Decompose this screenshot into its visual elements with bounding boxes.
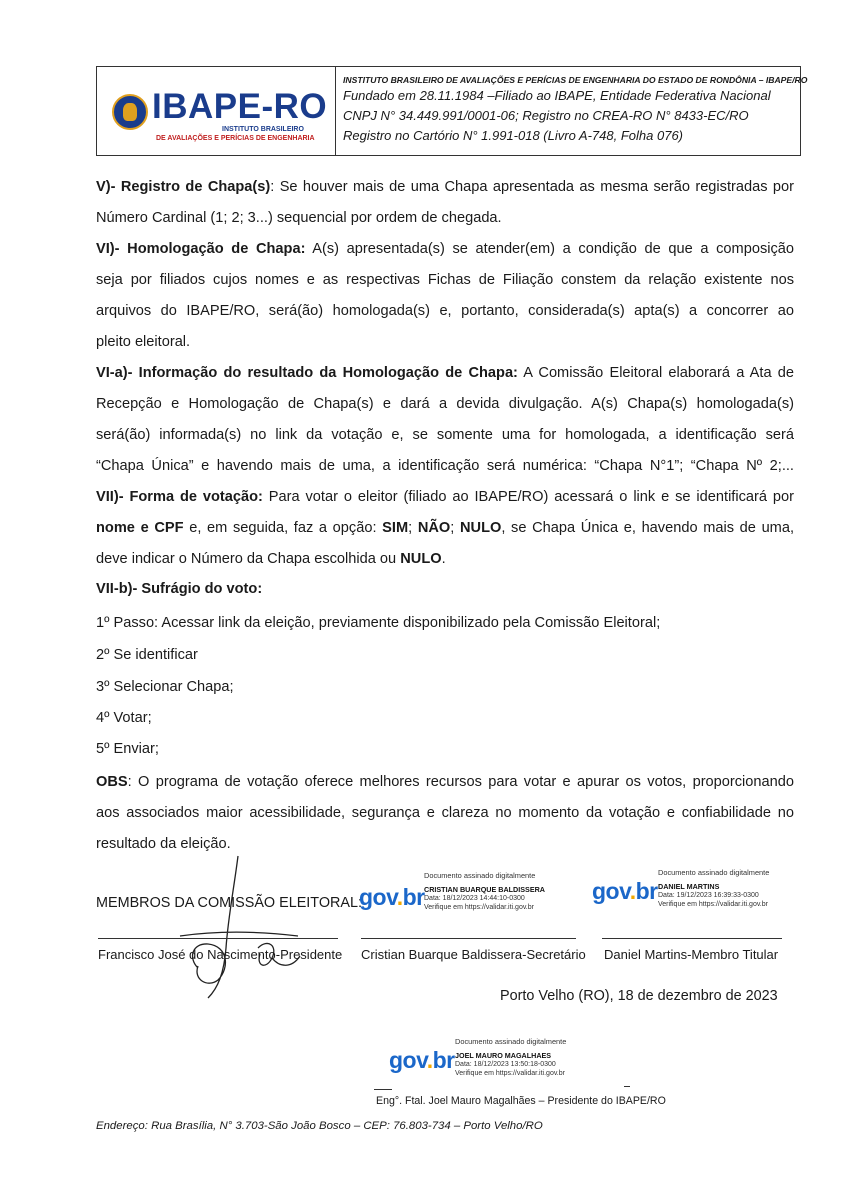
section-via-line-1 (96, 358, 794, 389)
govbr-logo-3 (389, 1047, 455, 1074)
gov-text: gov (592, 878, 630, 904)
signature-line-4a (374, 1089, 392, 1090)
signer-name: DANIEL MARTINS (658, 882, 720, 891)
section-v-line-2: Número Cardinal (1; 2; 3...) sequencial por ordem de chegada. (96, 210, 502, 226)
step-4: 4º Votar; (96, 710, 152, 726)
gov-dot: . (426, 1047, 433, 1073)
section-vii-line-2 (96, 513, 794, 544)
section-vi-line-1 (96, 234, 794, 265)
verify-link: Verifique em https://validar.iti.gov.br (455, 1070, 565, 1077)
gov-text: gov (389, 1047, 427, 1073)
section-vii-text-3: , se Chapa Única e, havendo mais de uma, (501, 520, 795, 536)
section-vii-line-1 (96, 482, 794, 513)
signer-name: JOEL MAURO MAGALHAES (455, 1051, 552, 1060)
signature-date: Data: 18/12/2023 14:44:10-0300 (424, 895, 525, 902)
ibape-emblem-icon (112, 94, 148, 130)
br-text: br (432, 1047, 455, 1073)
govbr-logo-1 (359, 884, 425, 911)
verify-link: Verifique em https://validar.iti.gov.br (658, 901, 768, 908)
signature-line-1 (98, 938, 338, 939)
logo-name: IBAPE-RO (152, 87, 328, 126)
step-5: 5º Enviar; (96, 741, 159, 757)
ibape-ro-logo (108, 86, 328, 146)
section-vii-title: VII)- Forma de votação: (96, 489, 263, 505)
section-via-text: A Comissão Eleitoral elaborará a Ata de (517, 365, 794, 381)
signature-date: Data: 19/12/2023 16:39:33-0300 (658, 892, 759, 899)
section-v-text: : Se houver mais de uma Chapa apresentada as mesma serão registradas por (270, 179, 795, 195)
section-vii-text: Para votar o eleitor (filiado ao IBAPE/RO) acessará o link e se identificará por (262, 489, 794, 505)
section-v-title: V)- Registro de Chapa(s) (96, 179, 271, 195)
digital-label: Documento assinado digitalmente (424, 871, 536, 880)
digital-label: Documento assinado digitalmente (658, 868, 770, 877)
gov-dot: . (629, 878, 636, 904)
header-founded: Fundado em 28.11.1984 –Filiado ao IBAPE, Entidade Federativa Nacional (343, 88, 771, 103)
member-president-name: Francisco José do Nascimento-Presidente (98, 947, 343, 962)
obs-line-2: aos associados maior acessibilidade, segurança e clareza no momento da votação e confiabilidade no (96, 805, 794, 821)
gov-dot: . (396, 884, 403, 910)
section-vi-line-3: arquivos do IBAPE/RO, será(ão) homologada(s) e, portanto, considerada(s) apta(s) a concorrer ao (96, 303, 794, 319)
digital-signature-info-3 (455, 1037, 566, 1078)
header-divider (335, 66, 336, 156)
digital-signature-info-2 (658, 868, 769, 909)
period: . (441, 551, 446, 567)
obs-text: : O programa de votação oferece melhores recursos para votar e apurar os votos, proporcionando (127, 774, 794, 790)
gov-text: gov (359, 884, 397, 910)
section-vii-bold-name-cpf: nome e CPF (96, 520, 184, 536)
digital-signature-info-1 (424, 871, 545, 912)
section-via-line-4: “Chapa Única” e havendo mais de uma, a identificação será numérica: “Chapa N°1”; “Chapa Nº 2;... (96, 458, 794, 474)
verify-link: Verifique em https://validar.iti.gov.br (424, 904, 534, 911)
step-1: 1º Passo: Acessar link da eleição, previamente disponibilizado pela Comissão Eleitoral; (96, 615, 661, 631)
section-vii-line-3 (96, 544, 794, 575)
obs-line-1 (96, 767, 794, 798)
header-registry: Registro no Cartório N° 1.991-018 (Livro A-748, Folha 076) (343, 128, 683, 143)
section-viib-title-text: VII-b)- Sufrágio do voto: (96, 581, 263, 597)
option-nao: NÃO (417, 520, 451, 536)
step-2: 2º Se identificar (96, 647, 198, 663)
members-label: MEMBROS DA COMISSÃO ELEITORAL: (96, 895, 363, 911)
signature-line-3 (602, 938, 782, 939)
br-text: br (402, 884, 425, 910)
section-via-line-2: Recepção e Homologação de Chapa(s) e dará a devida divulgação. A(s) Chapa(s) homologada(s) (96, 396, 794, 412)
handwritten-signature (168, 848, 318, 1008)
section-vi-text: A(s) apresentada(s) se atender(em) a condição de que a composição (305, 241, 795, 257)
footer-address: Endereço: Rua Brasília, N° 3.703-São João Bosco – CEP: 76.803-734 – Porto Velho/RO (96, 1120, 543, 1132)
section-vii-text-2: e, em seguida, faz a opção: (183, 520, 383, 536)
separator: ; (408, 520, 418, 536)
br-text: br (635, 878, 658, 904)
logo-subtitle-1: INSTITUTO BRASILEIRO (222, 126, 304, 133)
signature-date: Data: 18/12/2023 13:50:18-0300 (455, 1061, 556, 1068)
signature-line-2 (361, 938, 576, 939)
govbr-logo-2 (592, 878, 658, 905)
digital-label: Documento assinado digitalmente (455, 1037, 567, 1046)
section-vi-title: VI)- Homologação de Chapa: (96, 241, 306, 257)
section-via-line-3: será(ão) informada(s) no link da votação e, se somente uma for homologada, a identificação será (96, 427, 794, 443)
obs-line-3: resultado da eleição. (96, 836, 231, 852)
obs-title: OBS (96, 774, 128, 790)
section-vii-text-4: deve indicar o Número da Chapa escolhida ou (96, 551, 401, 567)
option-nulo-2: NULO (400, 551, 442, 567)
signer-name: CRISTIAN BUARQUE BALDISSERA (424, 885, 545, 894)
header-cnpj: CNPJ N° 34.449.991/0001-06; Registro no CREA-RO N° 8433-EC/RO (343, 108, 749, 123)
section-via-title: VI-a)- Informação do resultado da Homologação de Chapa: (96, 365, 518, 381)
place-date: Porto Velho (RO), 18 de dezembro de 2023 (500, 988, 778, 1004)
section-v-line-1 (96, 172, 794, 203)
president-name: Eng°. Ftal. Joel Mauro Magalhães – Presidente do IBAPE/RO (376, 1095, 666, 1107)
member-titular-name: Daniel Martins-Membro Titular (604, 947, 779, 962)
option-nulo: NULO (459, 520, 502, 536)
separator: ; (450, 520, 460, 536)
option-sim: SIM (382, 520, 409, 536)
header-institute-name: INSTITUTO BRASILEIRO DE AVALIAÇÕES E PERÍCIAS DE ENGENHARIA DO ESTADO DE RONDÔNIA – IBAPE/RO (343, 75, 808, 85)
member-secretary-name: Cristian Buarque Baldissera-Secretário (361, 947, 586, 962)
section-viib-title (96, 581, 262, 597)
signature-line-4b (624, 1086, 630, 1087)
logo-subtitle-2: DE AVALIAÇÕES E PERÍCIAS DE ENGENHARIA (156, 135, 315, 142)
step-3: 3º Selecionar Chapa; (96, 679, 234, 695)
section-vi-line-2: seja por filiados cujos nomes e as respectivas Fichas de Filiação constem da relação existente nos (96, 272, 794, 288)
section-vi-line-4: pleito eleitoral. (96, 334, 191, 350)
